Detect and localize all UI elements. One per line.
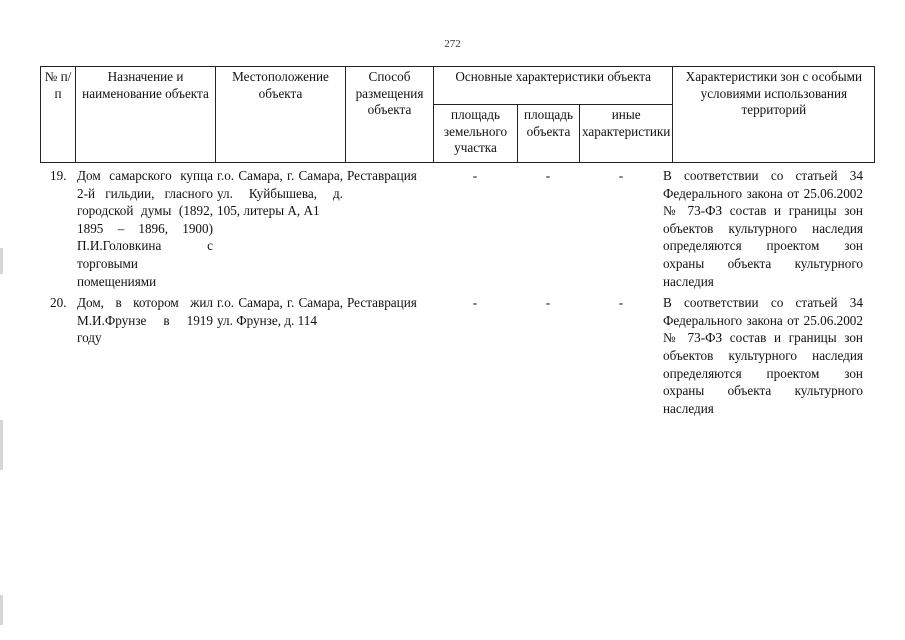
header-num: № п/п bbox=[41, 67, 76, 163]
land-area: - bbox=[472, 168, 478, 183]
header-location: Местоположение объекта bbox=[216, 67, 346, 163]
header-main-characteristics: Основные характеристики объекта bbox=[434, 67, 673, 105]
object-name: Дом, в котором жил М.И.Фрунзе в 1919 году bbox=[77, 295, 213, 346]
scan-artifact bbox=[0, 595, 3, 625]
header-land-area: площадь земельного участка bbox=[434, 105, 518, 163]
row-number: 19. bbox=[50, 168, 67, 183]
header-other-characteristics: иные характеристики bbox=[580, 105, 673, 163]
object-location: г.о. Самара, г. Самара, ул. Куйбышева, д. 105, литеры А, А1 bbox=[217, 168, 343, 219]
header-object-area: площадь объекта bbox=[518, 105, 580, 163]
scan-artifact bbox=[0, 420, 3, 470]
header-name: Назначение и наименование объекта bbox=[76, 67, 216, 163]
other-characteristics: - bbox=[618, 168, 624, 183]
object-area: - bbox=[545, 168, 551, 183]
table-row bbox=[40, 167, 865, 290]
table-row bbox=[40, 294, 865, 417]
placement-method: Реставрация bbox=[347, 295, 417, 311]
object-area: - bbox=[545, 295, 551, 311]
header-zones: Характеристики зон с особыми условиями использования территорий bbox=[673, 67, 875, 163]
header-method: Способ размещения объекта bbox=[346, 67, 434, 163]
object-location: г.о. Самара, г. Самара, ул. Фрунзе, д. 114 bbox=[217, 295, 343, 328]
table-header bbox=[40, 66, 875, 163]
table-body bbox=[40, 167, 865, 417]
placement-method: Реставрация bbox=[347, 168, 417, 183]
page-number: 272 bbox=[444, 38, 461, 50]
object-name: Дом самарского купца 2-й гильдии, гласного городской думы (1892, 1895 – 1896, 1900) П.И.Головкина с торговыми помещениями bbox=[77, 168, 213, 289]
zone-characteristics: В соответствии со статьей 34 Федерального закона от 25.06.2002 № 73-ФЗ состав и границы зон объектов культурного наследия определяются проектом зон охраны объекта культурного наследия bbox=[663, 295, 863, 416]
land-area: - bbox=[472, 295, 478, 311]
other-characteristics: - bbox=[618, 295, 624, 311]
scan-artifact bbox=[0, 248, 3, 274]
row-number: 20. bbox=[50, 295, 67, 311]
zone-characteristics: В соответствии со статьей 34 Федерального закона от 25.06.2002 № 73-ФЗ состав и границы зон объектов культурного наследия определяются проектом зон охраны объекта культурного наследия bbox=[663, 168, 863, 289]
